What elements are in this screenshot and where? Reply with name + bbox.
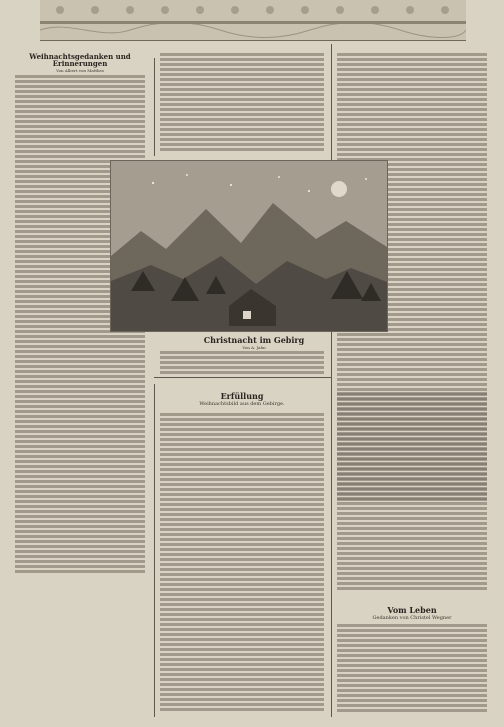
mountain-night-illustration	[110, 160, 388, 332]
lower-left-article-body	[160, 413, 324, 717]
center-middle-text	[160, 351, 324, 375]
center-article-title: Christnacht im Gebirg	[203, 335, 305, 345]
center-top-column	[160, 53, 324, 153]
lower-right-article-body	[337, 624, 487, 716]
lower-left-heading	[160, 392, 324, 409]
horizontal-rule	[154, 377, 331, 378]
column-rule	[154, 58, 155, 156]
banner-ornament-icon	[40, 0, 466, 40]
center-article-heading	[154, 336, 354, 352]
lower-right-heading	[337, 606, 487, 623]
column-rule	[331, 44, 332, 717]
lower-right-title: Vom Leben	[387, 605, 437, 615]
lower-left-subtitle: Weihnachtsbild aus dem Gebirge.	[199, 401, 285, 407]
center-article-byline: Von A. Jahn	[242, 345, 266, 350]
decorative-header-banner	[40, 0, 466, 41]
lower-right-subtitle: Gedanken von Christel Wegner	[372, 615, 452, 621]
left-article-title: Weihnachtsgedanken und Erinnerungen	[29, 53, 131, 68]
mountain-scene-icon	[111, 161, 387, 331]
lower-left-title: Erfüllung	[220, 391, 264, 401]
left-column	[15, 53, 145, 717]
column-rule	[154, 384, 155, 717]
right-lower-text	[337, 392, 487, 598]
banner-stripe	[40, 21, 466, 24]
left-article-byline: Von Albert von Matthes	[56, 68, 104, 73]
